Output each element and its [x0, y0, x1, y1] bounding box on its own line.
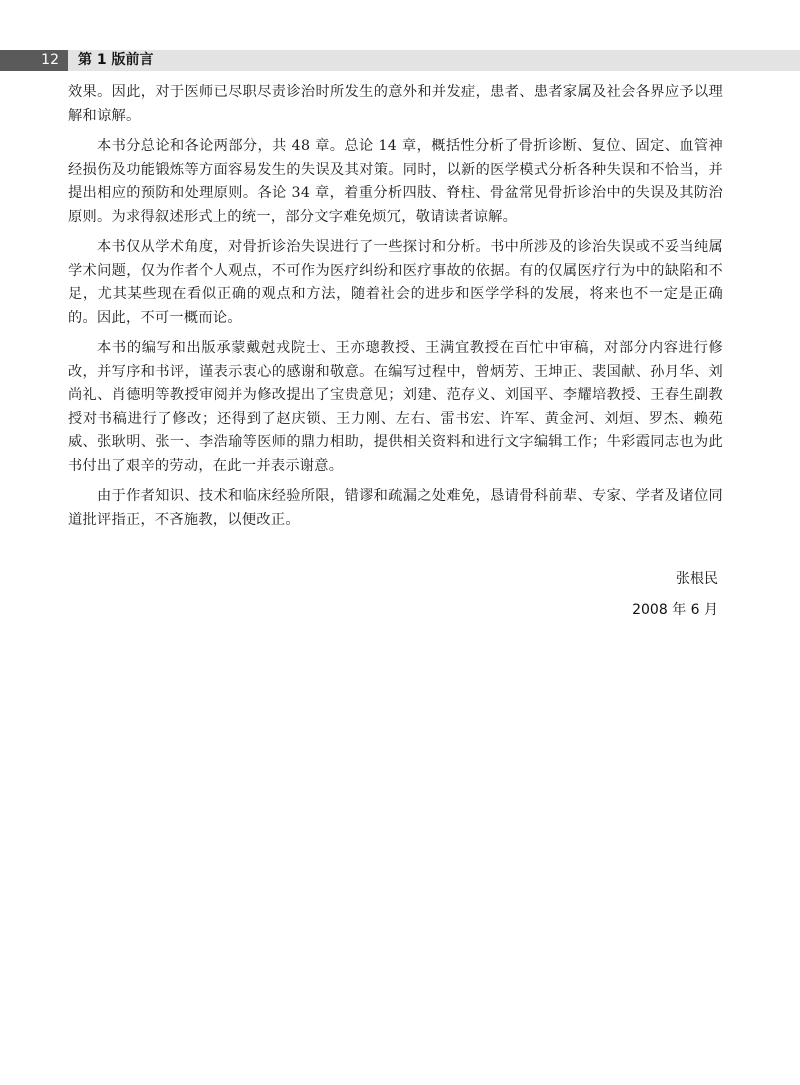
paragraph-continuation: 效果。因此，对于医师已尽职尽责诊治时所发生的意外和并发症，患者、患者家属及社会各界应予以理解和谅解。 [68, 84, 723, 124]
chapter-title: 第 1 版前言 [78, 52, 154, 68]
author-signature: 张根民 [676, 571, 718, 587]
paragraph-closing: 由于作者知识、技术和临床经验所限，错谬和疏漏之处难免，恳请骨科前辈、专家、学者及诸位同道批评指正，不吝施教，以便改正。 [68, 488, 723, 528]
paragraph-disclaimer: 本书仅从学术角度，对骨折诊治失误进行了一些探讨和分析。书中所涉及的诊治失误或不妥当纯属学术问题，仅为作者个人观点，不可作为医疗纠纷和医疗事故的依据。有的仅属医疗行为中的缺陷和不足，尤其某些现在看似正确的观点和方法，随着社会的进步和医学学科的发展，将来也不一定是正确的。因此，不可一概而论。 [68, 239, 723, 326]
running-header [0, 50, 800, 71]
page-number: 12 [0, 50, 68, 71]
paragraph-acknowledgements: 本书的编写和出版承蒙戴尅戎院士、王亦璁教授、王满宜教授在百忙中审稿，对部分内容进行修改，并写序和书评，谨表示衷心的感谢和敬意。在编写过程中，曾炳芳、王坤正、裴国献、孙月华、刘尚礼、肖德明等教授审阅并为修改提出了宝贵意见；刘建、范存义、刘国平、李耀培教授、王春生副教授对书稿进行了修改；还得到了赵庆锁、王力刚、左右、雷书宏、许军、黄金河、刘烜、罗杰、赖苑威、张耿明、张一、李浩瑜等医师的鼎力相助，提供相关资料和进行文字编辑工作；牛彩霞同志也为此书付出了艰辛的劳动，在此一并表示谢意。 [68, 340, 723, 474]
body-text [68, 81, 723, 539]
signature-date: 2008 年 6 月 [632, 602, 718, 618]
paragraph-structure: 本书分总论和各论两部分，共 48 章。总论 14 章，概括性分析了骨折诊断、复位、固定、血管神经损伤及功能锻炼等方面容易发生的失误及其对策。同时，以新的医学模式分析各种失误和不恰当，并提出相应的预防和处理原则。各论 34 章，着重分析四肢、脊柱、骨盆常见骨折诊治中的失误及其防治原则。为求得叙述形式上的统一，部分文字难免烦冗，敬请读者谅解。 [68, 138, 723, 225]
